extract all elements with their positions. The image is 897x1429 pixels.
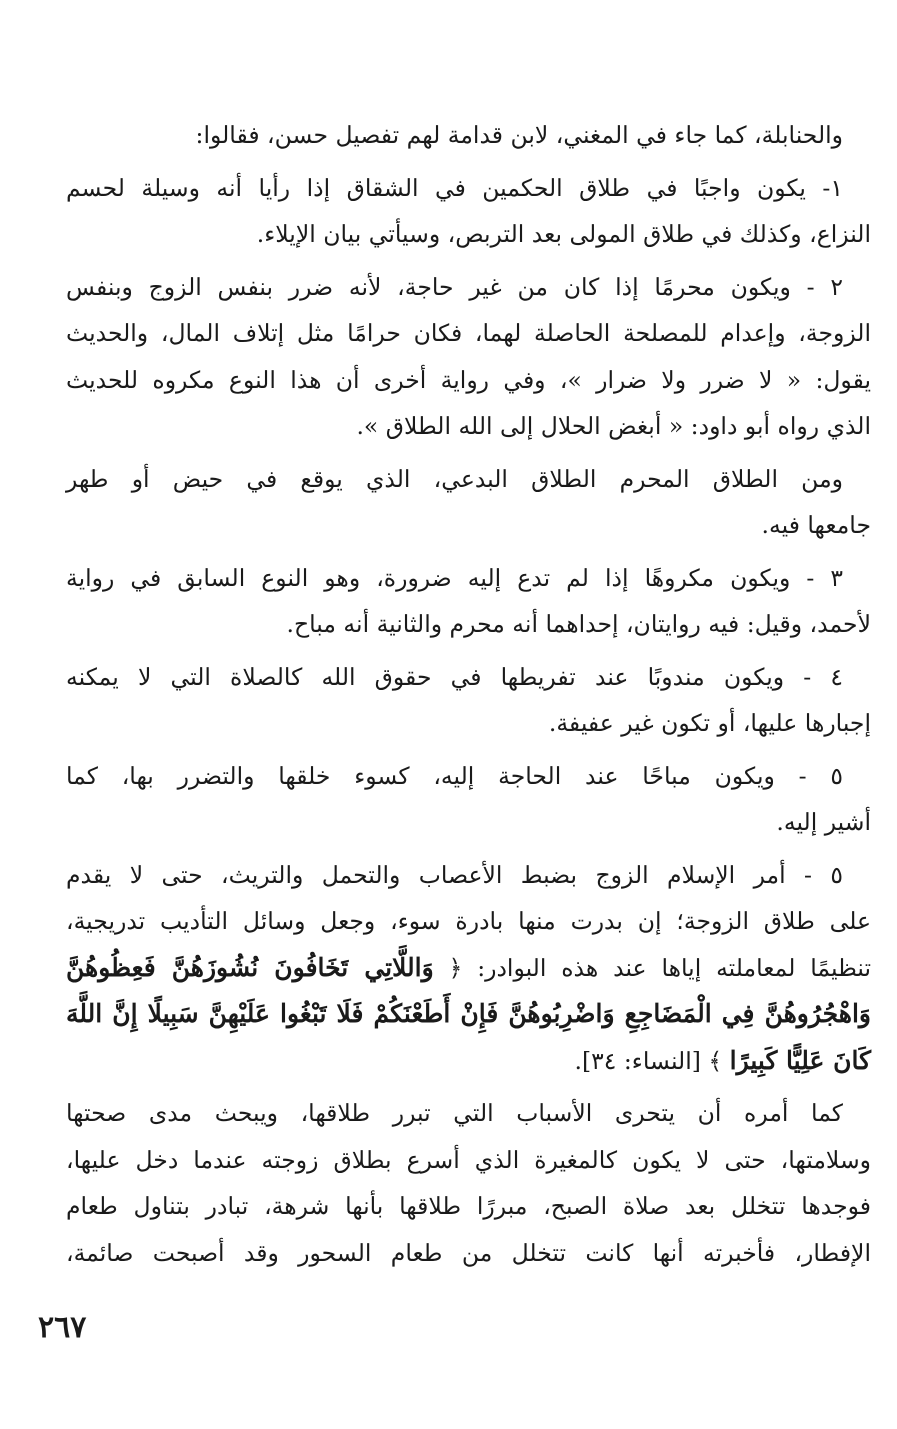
quran-citation: ﴾ [النساء: ٣٤]. (574, 1046, 723, 1075)
page-number: ٢٦٧ (38, 1310, 87, 1345)
quran-verse-part2: وَاهْجُرُوهُنَّ فِي الْمَضَاجِعِ وَاضْرِبُوهُنَّ فَإِنْ أَطَعْنَكُمْ فَلَا تَبْغُوا عَلَيْهِنَّ سَبِيلًا إِنَّ اللَّهَ (66, 999, 871, 1028)
quran-verse-part1: وَاللَّاتِي تَخَافُونَ نُشُوزَهُنَّ فَعِظُوهُنَّ (66, 952, 434, 982)
document-body (66, 112, 871, 1282)
text-line: ٥ - ويكون مباحًا عند الحاجة إليه، كسوء خلقها والتضرر بها، كما (66, 761, 843, 790)
text-line: لأحمد، وقيل: فيه روايتان، إحداهما أنه محرم والثانية أنه مباح. (286, 610, 871, 638)
paragraph-mughira (66, 1090, 871, 1276)
text-line: النزاع، وكذلك في طلاق المولى بعد التربص، وسيأتي بيان الإيلاء. (256, 220, 871, 248)
text-line: جامعها فيه. (761, 511, 871, 539)
text-line: وسلامتها، حتى لا يكون كالمغيرة الذي أسرع بطلاق زوجته عندما دخل عليها، (66, 1145, 871, 1174)
text-line: الزوجة، وإعدام للمصلحة الحاصلة لهما، فكان حرامًا مثل إتلاف المال، والحديث (66, 319, 871, 347)
text-line: ٤ - ويكون مندوبًا عند تفريطها في حقوق الله كالصلاة التي لا يمكنه (66, 662, 843, 691)
text-line: ٢ - ويكون محرمًا إذا كان من غير حاجة، لأنه ضرر بنفس الزوج وبنفس (66, 272, 843, 301)
text-line: الذي رواه أبو داود: « أبغض الحلال إلى الله الطلاق ». (356, 412, 871, 440)
paragraph-mubah (66, 753, 871, 846)
text-line: الإفطار، فأخبرته أنها كانت تتخلل من طعام السحور وقد أصبحت صائمة، (66, 1238, 871, 1267)
text-line: ٥ - أمر الإسلام الزوج بضبط الأعصاب والتحمل والتريث، حتى لا يقدم (66, 860, 843, 889)
text-line: والحنابلة، كما جاء في المغني، لابن قدامة لهم تفصيل حسن، فقالوا: (195, 121, 843, 149)
quran-intro-line (66, 945, 871, 992)
text-line: أشير إليه. (776, 808, 871, 836)
paragraph-islam-patience (66, 852, 871, 1085)
paragraph-bidi (66, 456, 871, 549)
text-line: إجبارها عليها، أو تكون غير عفيفة. (548, 709, 871, 737)
text-line: ومن الطلاق المحرم الطلاق البدعي، الذي يوقع في حيض أو طهر (66, 464, 843, 493)
quran-verse-part3: كَانَ عَلِيًّا كَبِيرًا (729, 1045, 871, 1075)
text-line: ٣ - ويكون مكروهًا إذا لم تدع إليه ضرورة، وهو النوع السابق في رواية (66, 563, 843, 592)
paragraph-makruh (66, 555, 871, 648)
text-line: على طلاق الزوجة؛ إن بدرت منها بادرة سوء، وجعل وسائل التأديب تدريجية، (66, 907, 871, 935)
paragraph-muharram (66, 264, 871, 450)
text-line: يقول: « لا ضرر ولا ضرار »، وفي رواية أخرى أن هذا النوع مكروه للحديث (66, 365, 871, 394)
text-line: ١- يكون واجبًا في طلاق الحكمين في الشقاق إذا رأيا أنه وسيلة لحسم (66, 173, 843, 202)
paragraph-mandub (66, 654, 871, 747)
quran-final-line (66, 1038, 871, 1085)
text-line: كما أمره أن يتحرى الأسباب التي تبرر طلاقها، ويبحث مدى صحتها (66, 1099, 843, 1127)
quran-intro-text: تنظيمًا لمعاملته إياها عند هذه البوادر: ﴿ (448, 953, 871, 982)
paragraph-hanabila-intro (66, 112, 871, 159)
text-line: فوجدها تتخلل بعد صلاة الصبح، مبررًا طلاقها بأنها شرهة، تبادر بتناول طعام (66, 1192, 871, 1220)
paragraph-wajib (66, 165, 871, 258)
